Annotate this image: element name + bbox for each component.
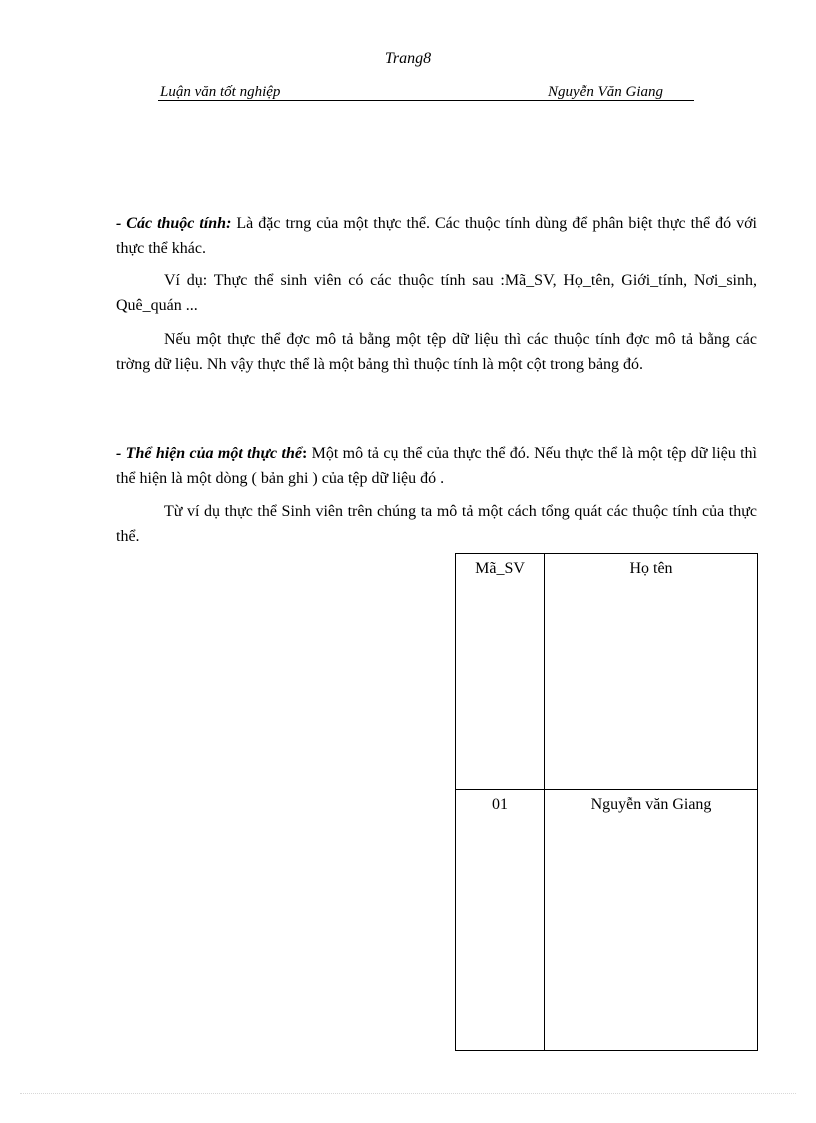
header-rule (158, 100, 694, 101)
table-cell: Nguyễn văn Giang (545, 790, 758, 1051)
paragraph-fields: Nếu một thực thể đợc mô tả bằng một tệp dữ liệu thì các thuộc tính đợc mô tả bằng các trờng dữ liệu. Nh vậy thực thể là một bảng thì thuộc tính là một cột trong bảng đó. (116, 331, 757, 373)
table-header-cell: Mã_SV (456, 554, 545, 790)
header-author: Nguyễn Văn Giang (548, 84, 663, 100)
table-row (456, 790, 758, 1051)
paragraph-summary: Từ ví dụ thực thể Sinh viên trên chúng ta mô tả một cách tổng quát các thuộc tính của thực thể. (116, 503, 757, 545)
term-instance-colon: : (301, 445, 308, 462)
term-instance: - Thể hiện của một thực thể (116, 445, 302, 462)
table-header-row (456, 554, 758, 790)
table-header-cell: Họ tên (545, 554, 758, 790)
page-bottom-divider (20, 1093, 796, 1094)
paragraph-instance (116, 441, 757, 491)
paragraph-attributes (116, 211, 757, 261)
paragraph-instance-text: Một mô tả cụ thể của thực thể đó. Nếu thực thể là một tệp dữ liệu thì thể hiện là một dòng ( bản ghi ) của tệp dữ liệu đó . (116, 445, 757, 487)
paragraph-attributes-text: Là đặc trng của một thực thể. Các thuộc tính dùng để phân biệt thực thể đó với thực thể khác. (116, 215, 758, 257)
page-number: Trang8 (384, 50, 432, 67)
table-cell: 01 (456, 790, 545, 1051)
student-table (455, 553, 758, 1051)
header-thesis-title: Luận văn tốt nghiệp (160, 84, 281, 100)
term-attributes: - Các thuộc tính: (116, 215, 232, 232)
paragraph-example: Ví dụ: Thực thể sinh viên có các thuộc tính sau :Mã_SV, Họ_tên, Giới_tính, Nơi_sinh, Quê_quán ... (116, 272, 757, 314)
